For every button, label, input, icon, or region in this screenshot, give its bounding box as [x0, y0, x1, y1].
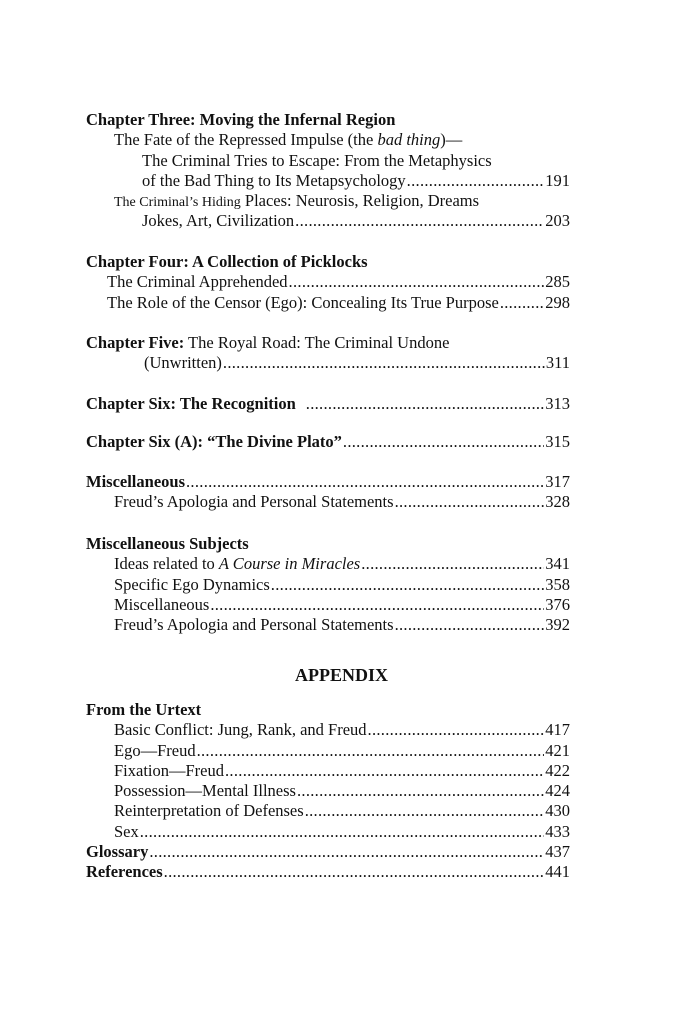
toc-entry-fixation-freud[interactable]: [86, 761, 570, 781]
toc-entry-title: Ego—Freud: [114, 740, 196, 760]
chapter-four-section: [86, 252, 570, 313]
page-number: 421: [545, 740, 570, 760]
miscellaneous-subjects-section: [86, 534, 570, 635]
toc-entry-title: Chapter Six: The Recognition: [86, 394, 296, 413]
miscellaneous-section: [86, 472, 570, 513]
dot-leader: [295, 211, 544, 231]
toc-entry-references[interactable]: [86, 862, 570, 882]
dot-leader: [297, 781, 544, 801]
page-number: 313: [545, 394, 570, 413]
toc-entry-title: The Criminal Apprehended: [107, 272, 288, 292]
dot-leader: [306, 394, 544, 414]
dot-leader: [361, 554, 544, 574]
chapter-label: Chapter Five:: [86, 333, 185, 352]
toc-entry-title: [114, 554, 360, 574]
dot-leader: [368, 720, 545, 740]
toc-entry-criminal-apprehended[interactable]: [86, 272, 570, 292]
page-number: 317: [545, 472, 570, 491]
dot-leader: [343, 432, 544, 452]
dot-leader: [225, 761, 544, 781]
page-number: 441: [545, 862, 570, 882]
urtext-heading: From the Urtext: [86, 700, 202, 719]
toc-entry-repressed-impulse-line3[interactable]: [86, 171, 570, 191]
dot-leader: [395, 615, 545, 635]
toc-entry-title: Specific Ego Dynamics: [114, 574, 270, 594]
entry-text: Places: Neurosis, Religion, Dreams: [240, 191, 480, 211]
toc-entry-miscellaneous-sub[interactable]: [86, 595, 570, 615]
dot-leader: [210, 595, 544, 615]
toc-entry-hiding-places-line1: [86, 191, 570, 211]
page-number: 341: [545, 554, 570, 574]
dot-leader: [289, 272, 545, 292]
chapter-five-heading: [86, 333, 570, 353]
toc-entry-title: Freud’s Apologia and Personal Statements: [114, 492, 394, 512]
toc-entry-title: Sex: [114, 821, 139, 841]
page-number: 315: [545, 432, 570, 451]
page-number: 203: [545, 211, 570, 231]
chapter-five-section: [86, 333, 570, 374]
chapter-three-heading: Chapter Three: Moving the Infernal Region: [86, 110, 396, 129]
toc-entry-title: of the Bad Thing to Its Metapsychology: [142, 170, 406, 190]
toc-entry-role-of-censor[interactable]: [86, 293, 570, 313]
miscellaneous-subjects-heading: Miscellaneous Subjects: [86, 534, 249, 553]
toc-entry-chapter-six[interactable]: [86, 394, 570, 414]
chapter-six-a-section: [86, 432, 570, 452]
toc-entry-freud-apologia[interactable]: [86, 492, 570, 512]
dot-leader: [149, 842, 544, 862]
page-number: 417: [545, 720, 570, 740]
toc-entry-reinterpretation[interactable]: [86, 801, 570, 821]
toc-entry-title: (Unwritten): [144, 353, 222, 373]
toc-entry-freud-apologia-sub[interactable]: [86, 615, 570, 635]
toc-entry-title: Possession—Mental Illness: [114, 781, 296, 801]
chapter-six-section: [86, 394, 570, 414]
dot-leader: [271, 575, 544, 595]
toc-entry-title: Miscellaneous: [86, 472, 185, 491]
dot-leader: [500, 293, 544, 313]
toc-entry-glossary[interactable]: [86, 842, 570, 862]
toc-entry-repressed-impulse-line1: [86, 130, 570, 150]
page-number: 433: [545, 821, 570, 841]
toc-entry-title: Glossary: [86, 842, 149, 862]
dot-leader: [407, 171, 545, 191]
dot-leader: [223, 353, 545, 373]
page-number: 285: [545, 272, 570, 292]
dot-leader: [197, 741, 545, 761]
appendix-heading: APPENDIX: [295, 665, 388, 685]
toc-entry-title: The Role of the Censor (Ego): Concealing Its True Purpose: [107, 292, 499, 312]
entry-italic-text: bad thing: [377, 130, 441, 150]
toc-entry-ego-freud[interactable]: [86, 741, 570, 761]
toc-entry-title: Jokes, Art, Civilization: [142, 211, 295, 231]
entry-text: )—: [440, 130, 463, 150]
page-number: 311: [545, 353, 570, 373]
toc-entry-possession[interactable]: [86, 781, 570, 801]
chapter-title: The Royal Road: The Criminal Undone: [184, 333, 450, 352]
page-number: 437: [545, 842, 570, 862]
toc-entry-hiding-places-line2[interactable]: [86, 211, 570, 231]
toc-entry-title: Basic Conflict: Jung, Rank, and Freud: [114, 720, 367, 740]
page-number: 298: [545, 292, 570, 312]
dot-leader: [164, 862, 545, 882]
toc-entry-sex[interactable]: [86, 822, 570, 842]
toc-entry-ego-dynamics[interactable]: [86, 575, 570, 595]
toc-entry-repressed-impulse-line2: The Criminal Tries to Escape: From the Metaphysics: [142, 150, 492, 170]
dot-leader: [140, 822, 545, 842]
dot-leader: [395, 492, 545, 512]
toc-entry-title: Freud’s Apologia and Personal Statements: [114, 615, 394, 635]
entry-text: Ideas related to: [114, 554, 219, 574]
toc-entry-title: Miscellaneous: [114, 594, 210, 614]
chapter-four-heading: Chapter Four: A Collection of Picklocks: [86, 252, 368, 271]
toc-entry-title: Chapter Six (A): “The Divine Plato”: [86, 432, 342, 451]
entry-text: The Fate of the Repressed Impulse (the: [114, 130, 378, 150]
page-number: 376: [545, 594, 570, 614]
toc-entry-chapter-six-a[interactable]: [86, 432, 570, 452]
page-number: 358: [545, 574, 570, 594]
page-number: 392: [545, 615, 570, 635]
toc-entry-unwritten[interactable]: [86, 353, 570, 373]
chapter-three-section: [86, 110, 570, 232]
entry-italic-text: A Course in Miracles: [218, 554, 361, 574]
toc-entry-title: References: [86, 862, 163, 882]
page-number: 328: [545, 492, 570, 512]
page-number: 424: [545, 781, 570, 801]
dot-leader: [305, 801, 545, 821]
toc-entry-basic-conflict[interactable]: [86, 720, 570, 740]
urtext-section: [86, 700, 570, 883]
entry-smallcaps-text: The Criminal’s Hiding: [114, 195, 241, 211]
toc-entry-course-in-miracles[interactable]: [86, 554, 570, 574]
page-number: 191: [545, 170, 570, 190]
toc-entry-title: Reinterpretation of Defenses: [114, 801, 304, 821]
toc-entry-miscellaneous[interactable]: [86, 472, 570, 492]
page-number: 422: [545, 760, 570, 780]
page-number: 430: [545, 801, 570, 821]
toc-entry-title: Fixation—Freud: [114, 760, 224, 780]
dot-leader: [186, 472, 544, 492]
